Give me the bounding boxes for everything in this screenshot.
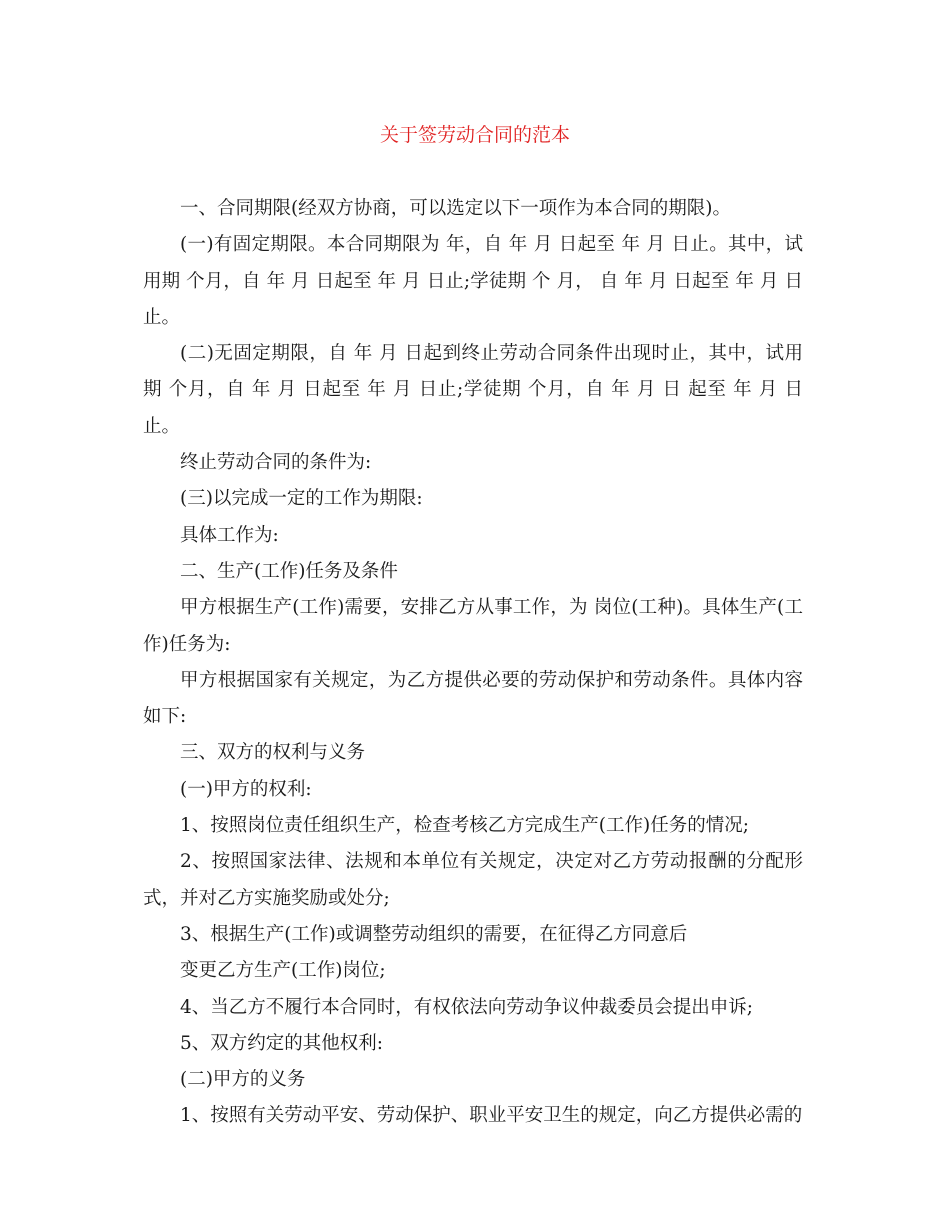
paragraph-party-a-rights-heading: (一)甲方的权利: (180, 778, 312, 800)
paragraph-labor-protection: 甲方根据国家有关规定，为乙方提供必要的劳动保护和劳动条件。具体内容如下: (143, 669, 803, 728)
paragraph-task-term: (三)以完成一定的工作为期限: (180, 488, 423, 510)
paragraph-right-3-cont: 变更乙方生产(工作)岗位; (180, 960, 386, 982)
document-title: 关于签劳动合同的范本 (379, 124, 570, 146)
paragraph-specific-work: 具体工作为: (180, 524, 279, 546)
paragraph-right-1: 1、按照岗位责任组织生产，检查考核乙方完成生产(工作)任务的情况; (180, 815, 749, 837)
paragraph-right-5: 5、双方约定的其他权利: (180, 1032, 384, 1054)
paragraph-section-two-heading: 二、生产(工作)任务及条件 (180, 560, 398, 582)
paragraph-section-three-heading: 三、双方的权利与义务 (180, 742, 366, 764)
paragraph-right-2: 2、按照国家法律、法规和本单位有关规定，决定对乙方劳动报酬的分配形式，并对乙方实施奖励或处分; (143, 851, 803, 909)
paragraph-fixed-term: (一)有固定期限。本合同期限为 年，自 年 月 日起至 年 月 日止。其中，试用期 个月，自 年 月 日起至 年 月 日止;学徒期 个 月， 自 年 月 日起至 年 月 日止。 (143, 234, 803, 328)
paragraph-right-3: 3、根据生产(工作)或调整劳动组织的需要，在征得乙方同意后 (180, 923, 688, 945)
paragraph-open-term: (二)无固定期限，自 年 月 日起到终止劳动合同条件出现时止，其中，试用期 个月，自 年 月 日起至 年 月 日止;学徒期 个月，自 年 月 日 起至 年 月 日止。 (143, 343, 803, 437)
paragraph-work-assignment: 甲方根据生产(工作)需要，安排乙方从事工作，为 岗位(工种)。具体生产(工作)任务为: (143, 597, 803, 655)
paragraph-duty-1: 1、按照有关劳动平安、劳动保护、职业平安卫生的规定，向乙方提供必需的 (180, 1105, 803, 1127)
paragraph-party-a-duties-heading: (二)甲方的义务 (180, 1069, 306, 1091)
paragraph-termination-conditions: 终止劳动合同的条件为: (180, 452, 372, 474)
paragraph-term-heading: 一、合同期限(经双方协商，可以选定以下一项作为本合同的期限)。 (180, 198, 731, 219)
paragraph-right-4: 4、当乙方不履行本合同时，有权依法向劳动争议仲裁委员会提出申诉; (180, 996, 754, 1018)
document-body (143, 191, 803, 1135)
